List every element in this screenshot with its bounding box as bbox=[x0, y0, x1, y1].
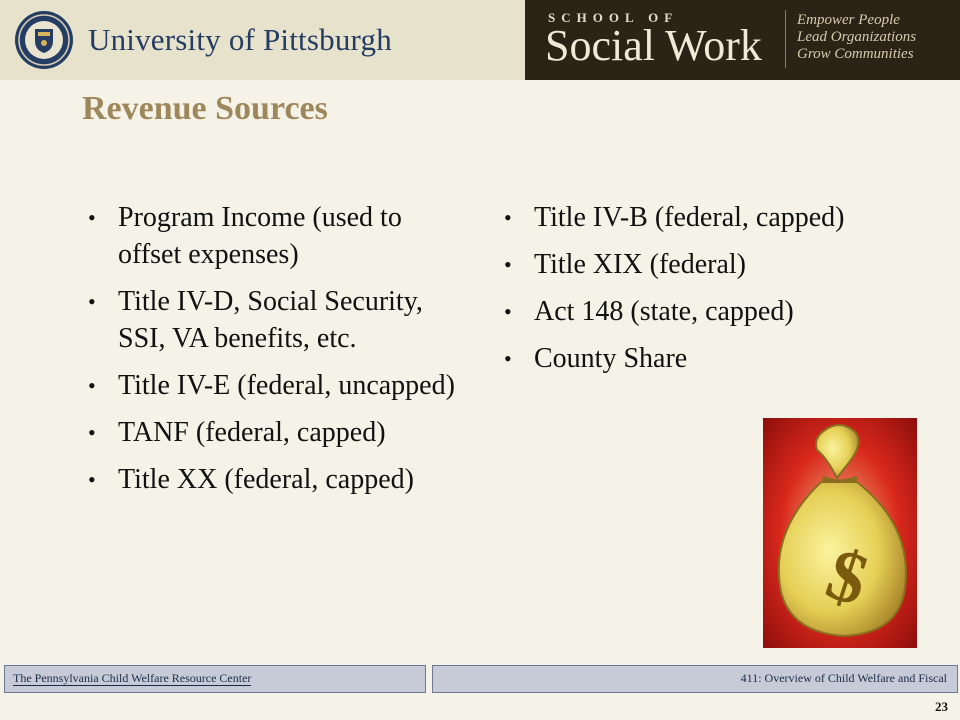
page-number: 23 bbox=[935, 699, 948, 714]
tagline-3: Grow Communities bbox=[797, 46, 914, 62]
bullet-item: • Title IV-D, Social Security, SSI, VA benefits, etc. bbox=[84, 283, 464, 357]
bullet-item: • Act 148 (state, capped) bbox=[500, 293, 900, 330]
tagline-2: Lead Organizations bbox=[797, 29, 917, 45]
footer-course-title: 411: Overview of Child Welfare and Fiscal bbox=[740, 671, 947, 685]
school-name: Social Work bbox=[545, 21, 762, 70]
tagline-1: Empower People bbox=[797, 12, 900, 28]
tagline-divider bbox=[785, 10, 786, 68]
footer-left-link[interactable]: The Pennsylvania Child Welfare Resource Center bbox=[13, 671, 252, 685]
money-bag-icon bbox=[763, 418, 917, 648]
bullet-item: • Title XIX (federal) bbox=[500, 246, 900, 283]
right-bullet-list bbox=[500, 199, 900, 387]
bullet-item: • TANF (federal, capped) bbox=[84, 414, 464, 451]
bullet-item: • Title XX (federal, capped) bbox=[84, 461, 464, 498]
bullet-item: • County Share bbox=[500, 340, 900, 377]
bullet-item: • Title IV-B (federal, capped) bbox=[500, 199, 900, 236]
bullet-item: • Program Income (used to offset expenses) bbox=[84, 199, 464, 273]
slide-title: Revenue Sources bbox=[82, 90, 328, 127]
school-of-label: SCHOOL OF bbox=[548, 10, 679, 25]
footer-right-bar bbox=[432, 665, 958, 693]
footer-left-bar bbox=[4, 665, 426, 693]
svg-text:$: $ bbox=[817, 532, 878, 623]
university-name: University of Pittsburgh bbox=[88, 22, 392, 57]
left-bullet-list bbox=[84, 199, 464, 508]
university-seal-icon bbox=[14, 10, 74, 70]
bullet-item: • Title IV-E (federal, uncapped) bbox=[84, 367, 464, 404]
taglines bbox=[797, 12, 916, 63]
